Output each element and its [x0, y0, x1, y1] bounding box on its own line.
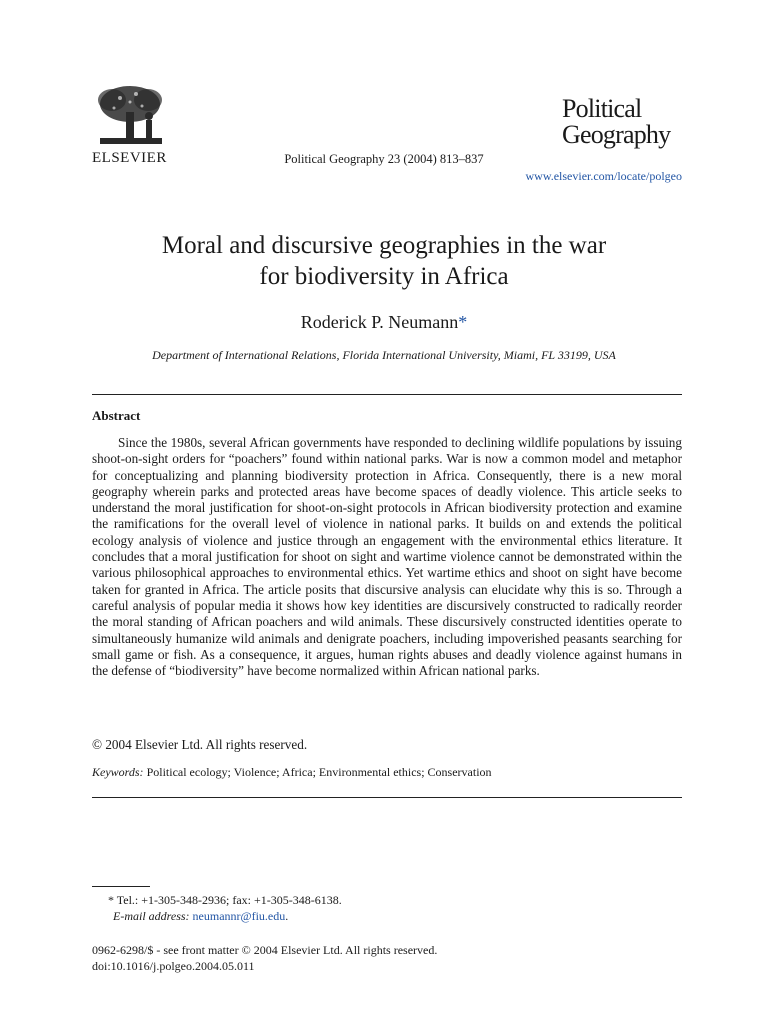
footnote-rule	[92, 886, 150, 887]
issn-line: 0962-6298/$ - see front matter © 2004 Elsevier Ltd. All rights reserved.	[92, 943, 438, 957]
publisher-name: ELSEVIER	[92, 150, 167, 166]
journal-logo-line1: Political	[562, 94, 642, 123]
article-title	[100, 230, 668, 292]
email-end: .	[285, 909, 289, 923]
keywords-list: Political ecology; Violence; Africa; Environmental ethics; Conservation	[146, 765, 492, 779]
journal-logo-line2: Geography	[562, 120, 671, 149]
journal-logo	[562, 96, 670, 148]
abstract-copyright: © 2004 Elsevier Ltd. All rights reserved.	[92, 737, 308, 752]
email-label: E-mail address:	[113, 909, 190, 923]
bottom-divider	[92, 797, 682, 798]
footnote-contact: * Tel.: +1-305-348-2936; fax: +1-305-348-6138.	[108, 893, 342, 907]
abstract-text: Since the 1980s, several African governments have responded to declining wildlife populations by issuing shoot-on-sight orders for “poachers” found within national parks. War is now a common model and metaphor for conceptualizing and planning biodiversity protection in Africa. Consequently, there is a new moral geography wherein parks and protected areas have become spaces of deadly violence. This article seeks to understand the moral justification for shoot-on-sight protocols in African biodiversity protection and examine the ramifications for the overall level of violence in national parks. It builds on and extends the political ecology analysis of violence and justice through an engagement with the environmental ethics literature. It concludes that a moral justification for shoot on sight and wartime violence cannot be demonstrated within the various philosophical approaches to environmental ethics. Yet wartime ethics and shoot on sight have become taken for granted in Africa. The article posits that discursive analysis can elucidate why this is so. Through a careful analysis of popular media it shows how key identities are discursively constructed to radically reorder the moral standing of African poachers and wild animals. These discursively constructed identities operate to simultaneously humanize wild animals and denigrate poachers, including impoverished peasants searching for small game or fish. As a consequence, it argues, human rights abuses and deadly violence against humans in the defense of “biodiversity” have become normalized within African national parks.	[92, 435, 682, 679]
email-link[interactable]: neumannr@fiu.edu	[192, 909, 286, 923]
author-line	[0, 312, 768, 333]
abstract-heading: Abstract	[92, 408, 141, 423]
footnote-email	[113, 909, 288, 924]
author-name: Roderick P. Neumann	[300, 312, 459, 332]
author-affiliation: Department of International Relations, Florida International University, Miami, FL 33199, USA	[152, 348, 616, 362]
doi-line[interactable]: doi:10.1016/j.polgeo.2004.05.011	[92, 959, 255, 973]
top-divider	[92, 394, 682, 395]
abstract-body	[92, 435, 682, 679]
keywords-label: Keywords:	[92, 765, 144, 779]
keywords-line	[92, 765, 492, 780]
journal-url-link[interactable]: www.elsevier.com/locate/polgeo	[525, 169, 682, 183]
article-title-line1: Moral and discursive geographies in the war	[161, 232, 607, 259]
journal-citation: Political Geography 23 (2004) 813–837	[284, 152, 484, 166]
article-title-line2: for biodiversity in Africa	[259, 263, 509, 290]
author-footnote-mark[interactable]: *	[458, 312, 468, 332]
